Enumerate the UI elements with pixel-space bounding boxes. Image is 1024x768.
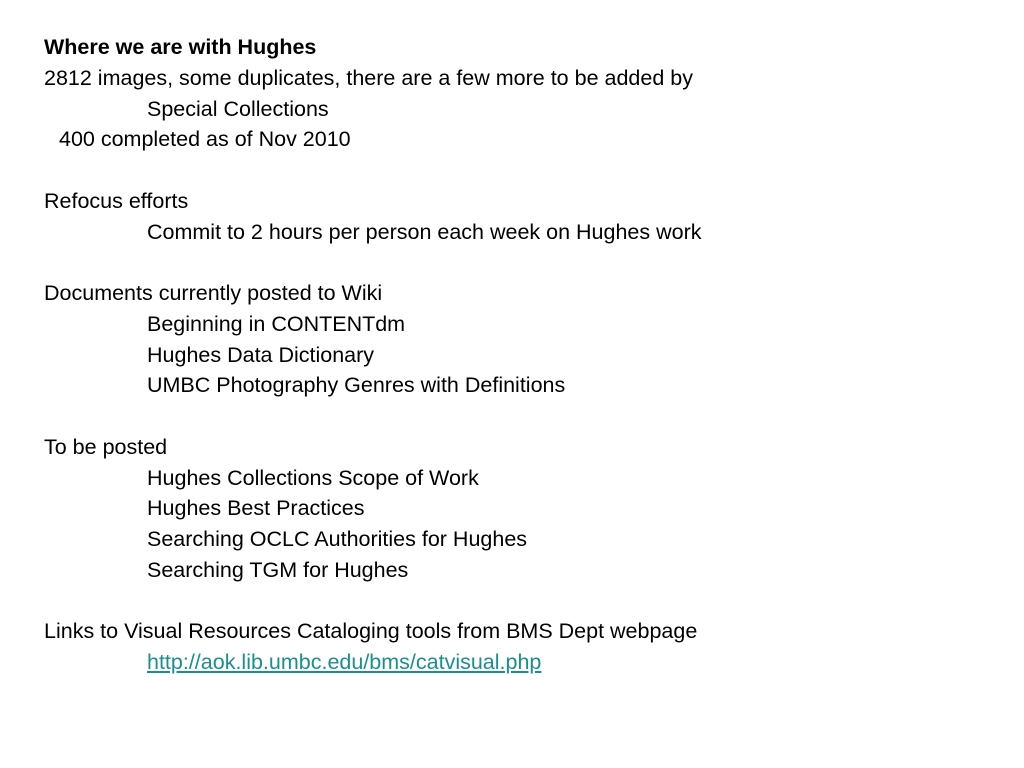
status-line-completed: 400 completed as of Nov 2010	[59, 127, 351, 152]
refocus-heading: Refocus efforts	[44, 188, 189, 213]
refocus-item: Commit to 2 hours per person each week on Hughes work	[147, 219, 702, 244]
posted-item: UMBC Photography Genres with Definitions	[147, 373, 566, 398]
to-be-posted-item: Hughes Collections Scope of Work	[147, 465, 479, 490]
slide-title: Where we are with Hughes	[44, 35, 317, 59]
spacer	[44, 401, 1004, 432]
to-be-posted-heading: To be posted	[44, 434, 168, 459]
status-line-special-collections: Special Collections	[147, 96, 329, 121]
slide-body	[44, 32, 1004, 678]
to-be-posted-item: Searching TGM for Hughes	[147, 557, 409, 582]
spacer	[44, 586, 1004, 617]
status-line-images: 2812 images, some duplicates, there are a few more to be added by	[44, 65, 693, 90]
to-be-posted-item: Hughes Best Practices	[147, 496, 365, 521]
posted-item: Beginning in CONTENTdm	[147, 311, 406, 336]
catvisual-link[interactable]: http://aok.lib.umbc.edu/bms/catvisual.php	[147, 650, 542, 674]
links-heading: Links to Visual Resources Cataloging tools from BMS Dept webpage	[44, 619, 698, 644]
spacer	[44, 247, 1004, 278]
posted-item: Hughes Data Dictionary	[147, 342, 375, 367]
link-row	[44, 647, 1004, 678]
to-be-posted-item: Searching OCLC Authorities for Hughes	[147, 527, 528, 551]
posted-heading: Documents currently posted to Wiki	[44, 281, 383, 305]
spacer	[44, 155, 1004, 186]
